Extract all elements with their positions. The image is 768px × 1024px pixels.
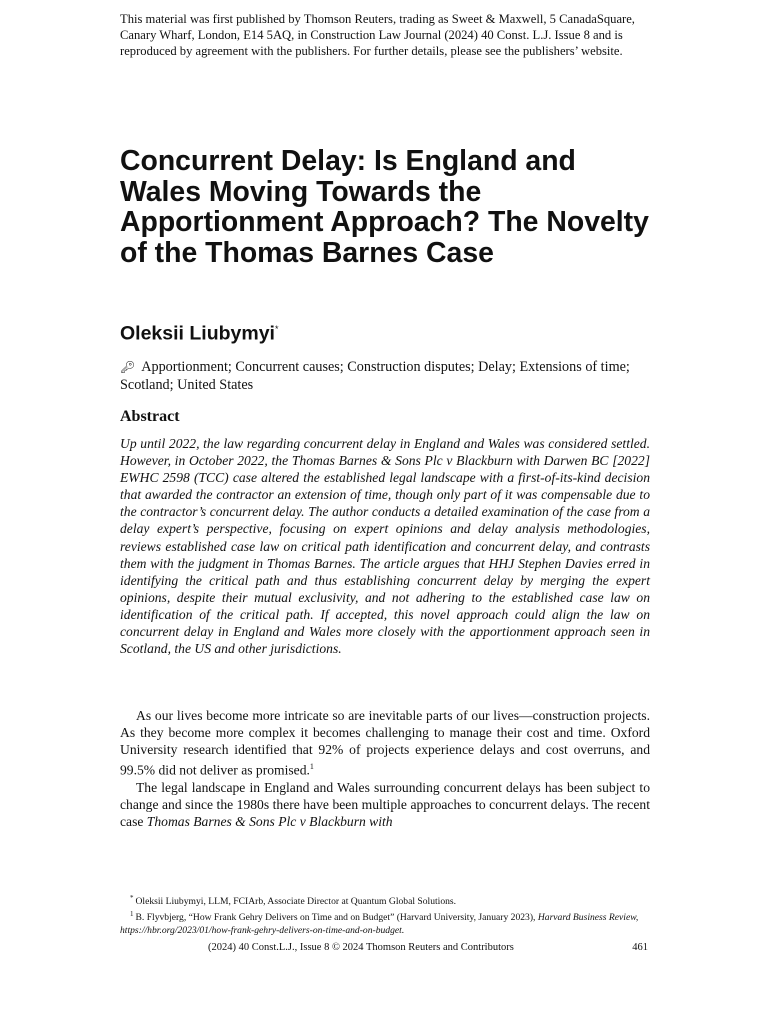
footnote-ref: 1: [309, 762, 314, 772]
footnote-marker: *: [130, 894, 134, 902]
footer-citation: (2024) 40 Const.L.J., Issue 8 © 2024 Thomson Reuters and Contributors: [208, 942, 514, 953]
body-text: [120, 707, 650, 830]
key-icon: 🔑︎: [120, 360, 136, 374]
abstract-text: Up until 2022, the law regarding concurrent delay in England and Wales was considered settled. However, in October 2022, the Thomas Barnes & Sons Plc v Blackburn with Darwen BC [2022] EWHC 2598 (TCC) case altered the established legal landscape with a first-of-its-kind decision that awarded the contractor an extension of time, though only part of it was compensable due to the contractor’s concurrent delay. The author conducts a detailed examination of the case from a delay expert’s perspective, focusing on expert opinions and delay analysis methodologies, reviews established case law on critical path identification and concurrent delay, and contrasts them with the judgment in Thomas Barnes. The article argues that HHJ Stephen Davies erred in identifying the critical path and thus establishing concurrent delay by merging the expert opinions, despite their mutual exclusivity, and not adhering to the established case law on identification of the critical path. If accepted, this novel approach could align the law on concurrent delay in England and Wales more closely with the apportionment approach seen in Scotland, the US and other jurisdictions.: [120, 436, 650, 657]
article-title: Concurrent Delay: Is England and Wales Moving Towards the Apportionment Approach? The Novelty of the Thomas Barnes Case: [120, 145, 649, 269]
paragraph-text: The legal landscape in England and Wales surrounding concurrent delays has been subject to change and since the 1980s there have been multiple approaches to concurrent delays. The recent case: [120, 779, 650, 830]
footnote-text: B. Flyvbjerg, “How Frank Gehry Delivers on Time and on Budget” (Harvard University, January 2023),: [135, 912, 538, 924]
footnote: [120, 908, 650, 937]
author-name: Oleksii Liubymyi: [120, 322, 275, 345]
body-paragraph: [120, 779, 650, 830]
body-paragraph: [120, 707, 650, 779]
footnote: [120, 892, 650, 908]
page-number: 461: [632, 942, 648, 953]
footnote-source: Harvard Business Review, https://hbr.org/2023/01/how-frank-gehry-delivers-on-time-and-on-budget.: [120, 912, 639, 936]
publication-notice: This material was first published by Thomson Reuters, trading as Sweet & Maxwell, 5 CanadaSquare, Canary Wharf, London, E14 5AQ, in Construction Law Journal (2024) 40 Const. L.J. Issue 8 and is reproduced by agreement with the publishers. For further details, please see the publishers’ website.: [120, 12, 635, 58]
footnote-marker: 1: [130, 910, 134, 919]
keywords-text: Apportionment; Concurrent causes; Construction disputes; Delay; Extensions of time; Scotland; United States: [120, 359, 630, 393]
paragraph-text: As our lives become more intricate so are inevitable parts of our lives—construction projects. As they become more complex it becomes challenging to manage their cost and time. Oxford University research identified that 92% of projects experience delays and cost overruns, and 99.5% did not deliver as promised.: [120, 708, 650, 778]
footnote-text: Oleksii Liubymyi, LLM, FCIArb, Associate Director at Quantum Global Solutions.: [135, 896, 457, 908]
case-name: Thomas Barnes & Sons Plc v Blackburn with: [146, 814, 393, 830]
footnotes: [120, 892, 650, 937]
author-footnote-marker: *: [274, 324, 279, 334]
author-line: [120, 317, 279, 346]
keywords: [120, 359, 650, 394]
abstract-heading: Abstract: [120, 408, 180, 425]
